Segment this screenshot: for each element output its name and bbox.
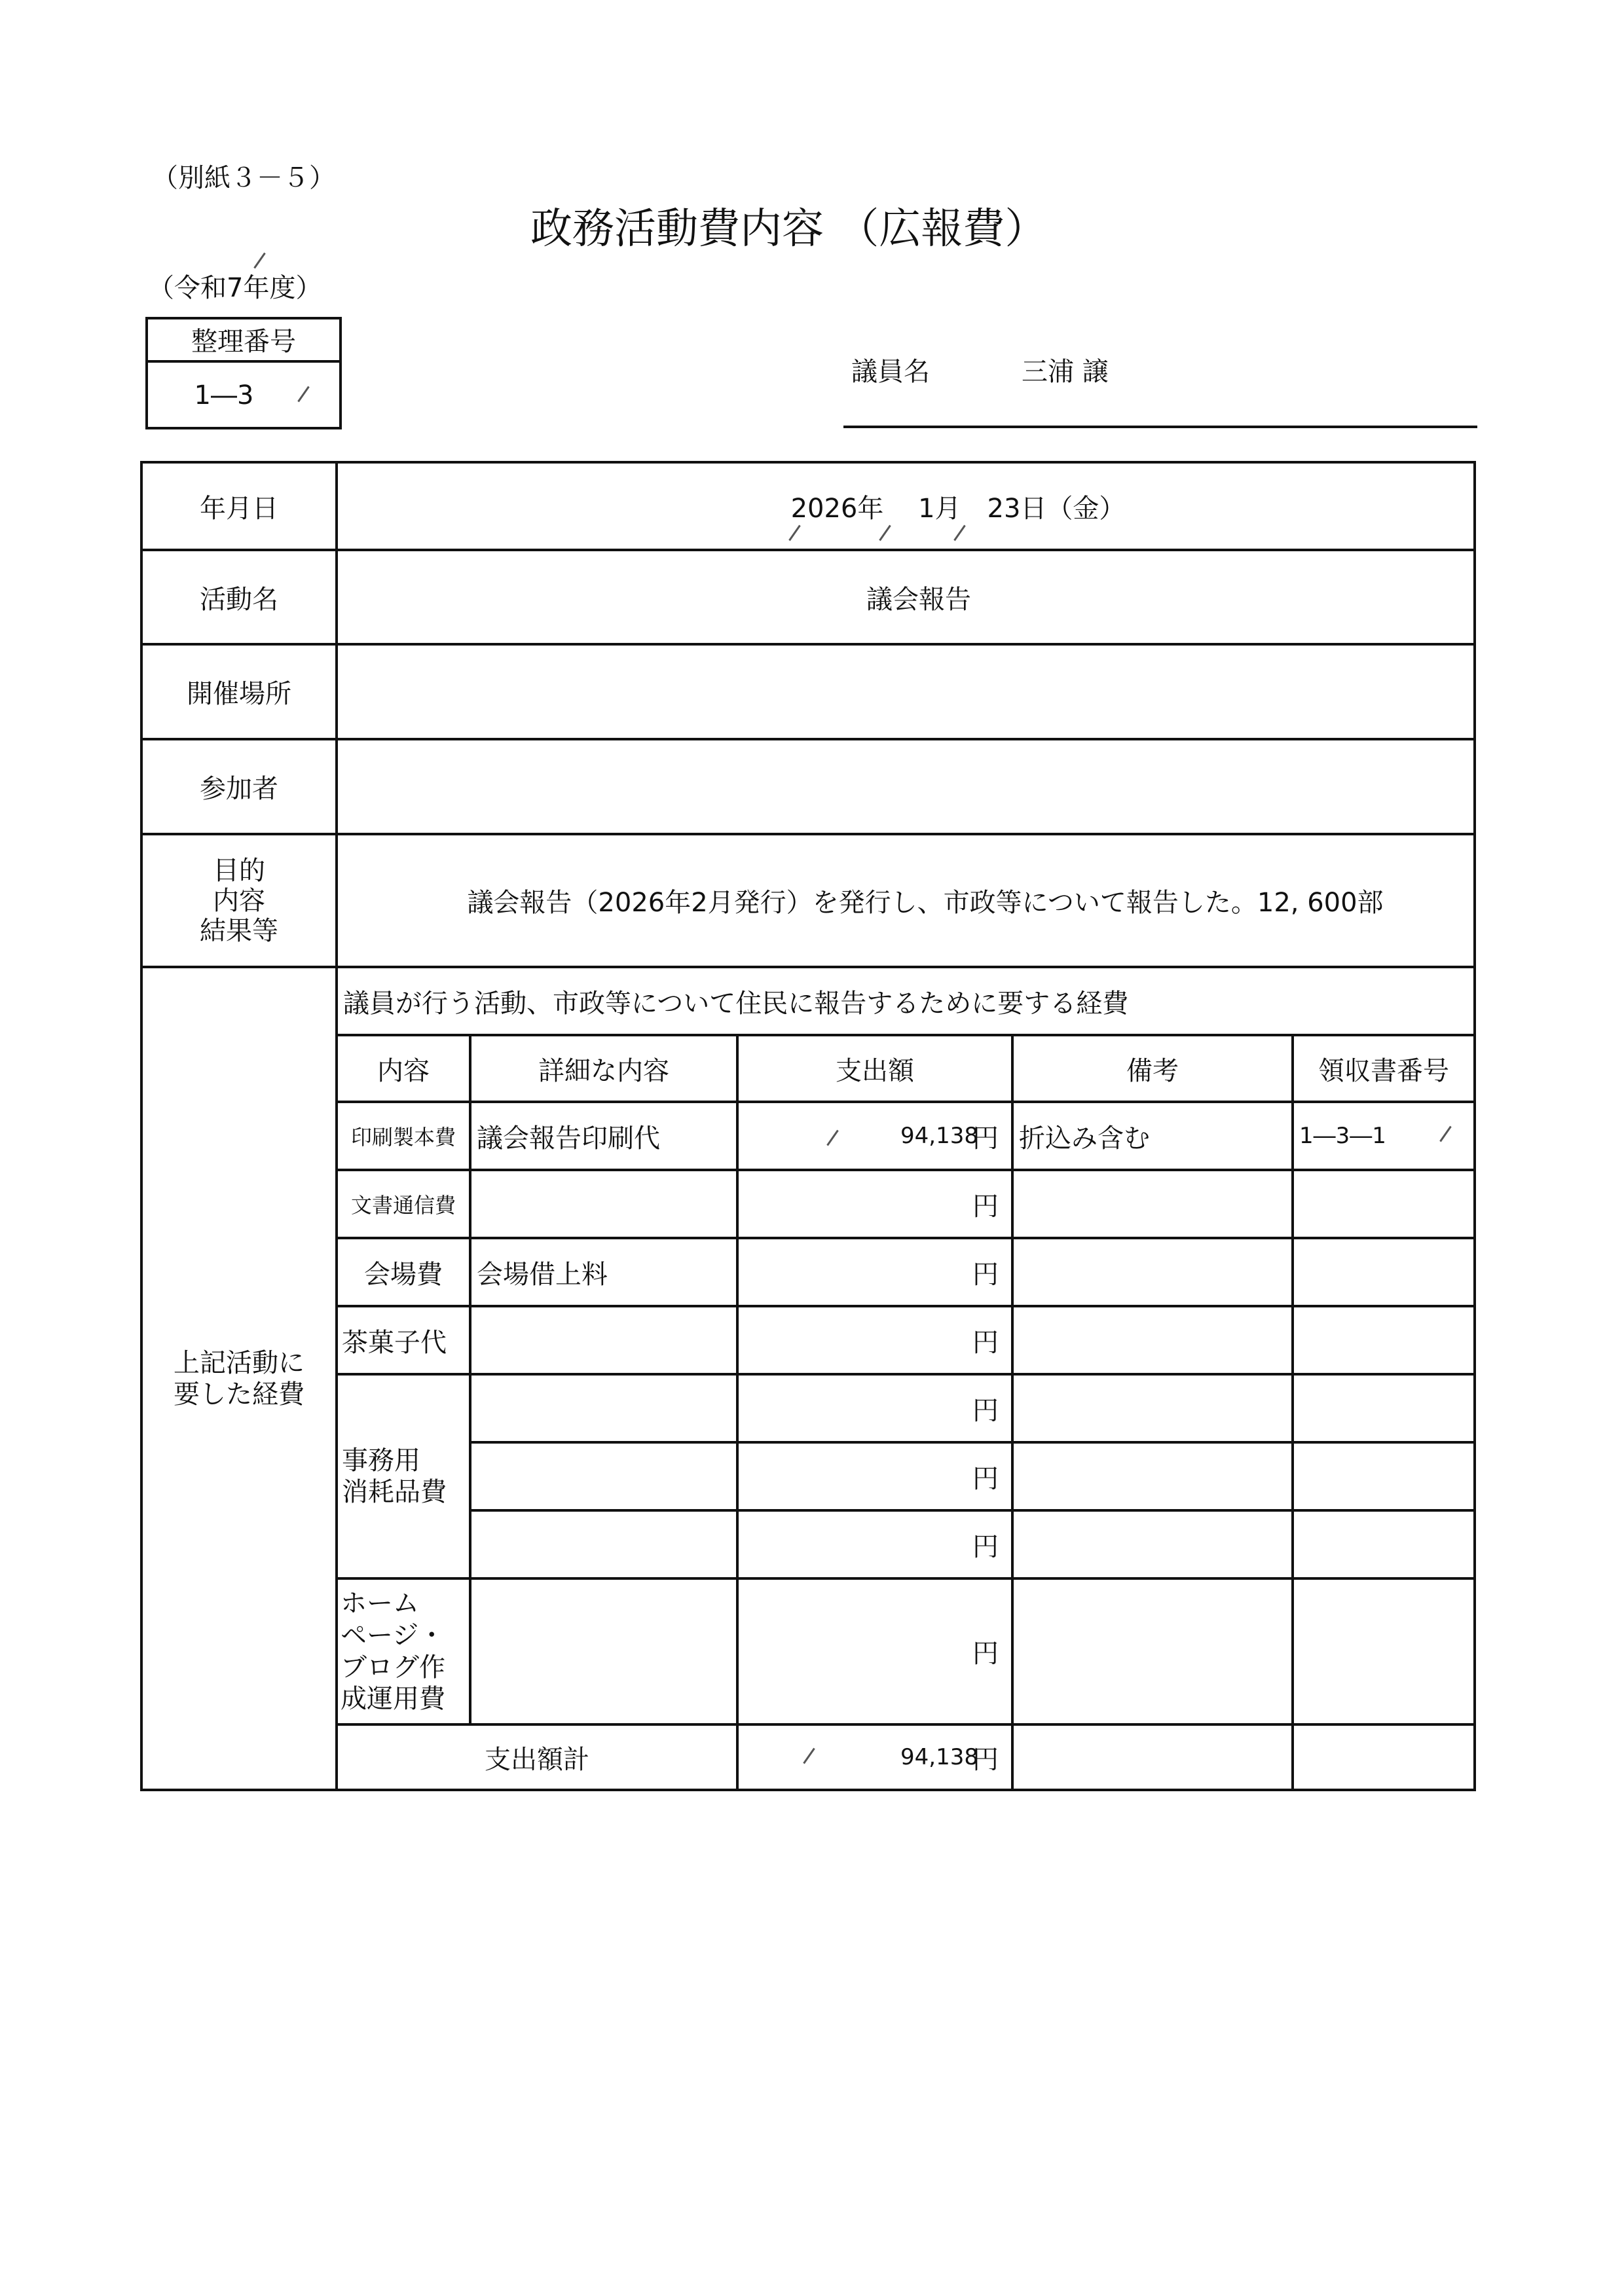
member-name: 三浦 譲 bbox=[1022, 357, 1109, 387]
col-header-detail: 詳細な内容 bbox=[538, 1055, 669, 1086]
expense-description: 議員が行う活動、市政等について住民に報告するために要する経費 bbox=[343, 988, 1129, 1019]
receipt-postage bbox=[1299, 1171, 1473, 1237]
detail-printing: 議会報告印刷代 bbox=[477, 1123, 660, 1154]
remarks-venue bbox=[1019, 1239, 1291, 1305]
currency-yen: 円 bbox=[972, 1123, 999, 1154]
participants-value bbox=[338, 740, 1473, 833]
amount-website bbox=[739, 1580, 978, 1723]
receipt-printing: 1―3―1 bbox=[1299, 1123, 1386, 1149]
ref-number-label: 整理番号 bbox=[191, 326, 296, 357]
purpose-value: 議会報告（2026年2月発行）を発行し、市政等について報告した。12, 600部 bbox=[467, 888, 1384, 918]
amount-supplies-1 bbox=[739, 1376, 978, 1441]
receipt-supplies-1 bbox=[1299, 1376, 1473, 1441]
participants-label: 参加者 bbox=[200, 774, 278, 804]
amount-printing: 94,138 bbox=[900, 1123, 978, 1149]
activity-value: 議会報告 bbox=[866, 584, 971, 615]
page-title: 政務活動費内容 （広報費） bbox=[530, 205, 1047, 253]
expense-section-label: 上記活動に 要した経費 bbox=[174, 1347, 304, 1410]
remarks-printing: 折込み含む bbox=[1019, 1123, 1150, 1154]
date-value: 2026年 1月 23日（金） bbox=[790, 493, 1126, 524]
col-header-amount: 支出額 bbox=[836, 1055, 914, 1086]
currency-yen: 円 bbox=[972, 1639, 999, 1669]
col-header-category: 内容 bbox=[377, 1055, 430, 1086]
total-amount: 94,138 bbox=[900, 1744, 978, 1770]
currency-yen: 円 bbox=[972, 1463, 999, 1494]
detail-website bbox=[477, 1580, 736, 1723]
member-underline bbox=[843, 426, 1477, 428]
receipt-website bbox=[1299, 1580, 1473, 1723]
currency-yen: 円 bbox=[972, 1531, 999, 1562]
amount-venue bbox=[739, 1239, 978, 1305]
fiscal-year: （令和7年度） bbox=[148, 273, 322, 303]
remarks-supplies-3 bbox=[1019, 1512, 1291, 1577]
amount-snacks bbox=[739, 1307, 978, 1373]
category-postage: 文書通信費 bbox=[350, 1193, 456, 1218]
remarks-website bbox=[1019, 1580, 1291, 1723]
amount-postage bbox=[739, 1171, 978, 1237]
remarks-supplies-2 bbox=[1019, 1444, 1291, 1509]
col-header-remarks: 備考 bbox=[1126, 1055, 1179, 1086]
receipt-venue bbox=[1299, 1239, 1473, 1305]
currency-yen: 円 bbox=[972, 1744, 999, 1775]
check-mark-icon bbox=[253, 253, 266, 269]
category-printing: 印刷製本費 bbox=[350, 1125, 456, 1150]
date-label: 年月日 bbox=[200, 493, 278, 524]
activity-label: 活動名 bbox=[200, 584, 278, 615]
detail-supplies-2 bbox=[477, 1444, 736, 1509]
venue-label: 開催場所 bbox=[187, 679, 291, 709]
currency-yen: 円 bbox=[972, 1191, 999, 1222]
amount-supplies-2 bbox=[739, 1444, 978, 1509]
detail-supplies-3 bbox=[477, 1512, 736, 1577]
receipt-supplies-2 bbox=[1299, 1444, 1473, 1509]
amount-supplies-3 bbox=[739, 1512, 978, 1577]
venue-value bbox=[338, 646, 1473, 738]
currency-yen: 円 bbox=[972, 1259, 999, 1290]
currency-yen: 円 bbox=[972, 1327, 999, 1358]
detail-venue: 会場借上料 bbox=[477, 1259, 608, 1290]
category-supplies: 事務用 消耗品費 bbox=[342, 1446, 447, 1507]
remarks-supplies-1 bbox=[1019, 1376, 1291, 1441]
purpose-label: 目的 内容 結果等 bbox=[200, 855, 278, 946]
member-label: 議員名 bbox=[851, 357, 930, 387]
detail-supplies-1 bbox=[477, 1376, 736, 1441]
col-header-receipt: 領収書番号 bbox=[1318, 1055, 1449, 1086]
detail-postage bbox=[477, 1171, 736, 1237]
currency-yen: 円 bbox=[972, 1395, 999, 1426]
category-snacks: 茶菓子代 bbox=[342, 1327, 447, 1358]
detail-snacks bbox=[477, 1307, 736, 1373]
ref-number-value: 1―3 bbox=[194, 380, 254, 410]
total-label: 支出額計 bbox=[485, 1744, 589, 1775]
receipt-supplies-3 bbox=[1299, 1512, 1473, 1577]
remarks-postage bbox=[1019, 1171, 1291, 1237]
receipt-snacks bbox=[1299, 1307, 1473, 1373]
category-venue: 会場費 bbox=[364, 1259, 443, 1290]
category-website: ホーム ページ・ ブログ作 成運用費 bbox=[341, 1588, 445, 1715]
attachment-label: （別紙３－５） bbox=[152, 163, 335, 193]
remarks-snacks bbox=[1019, 1307, 1291, 1373]
